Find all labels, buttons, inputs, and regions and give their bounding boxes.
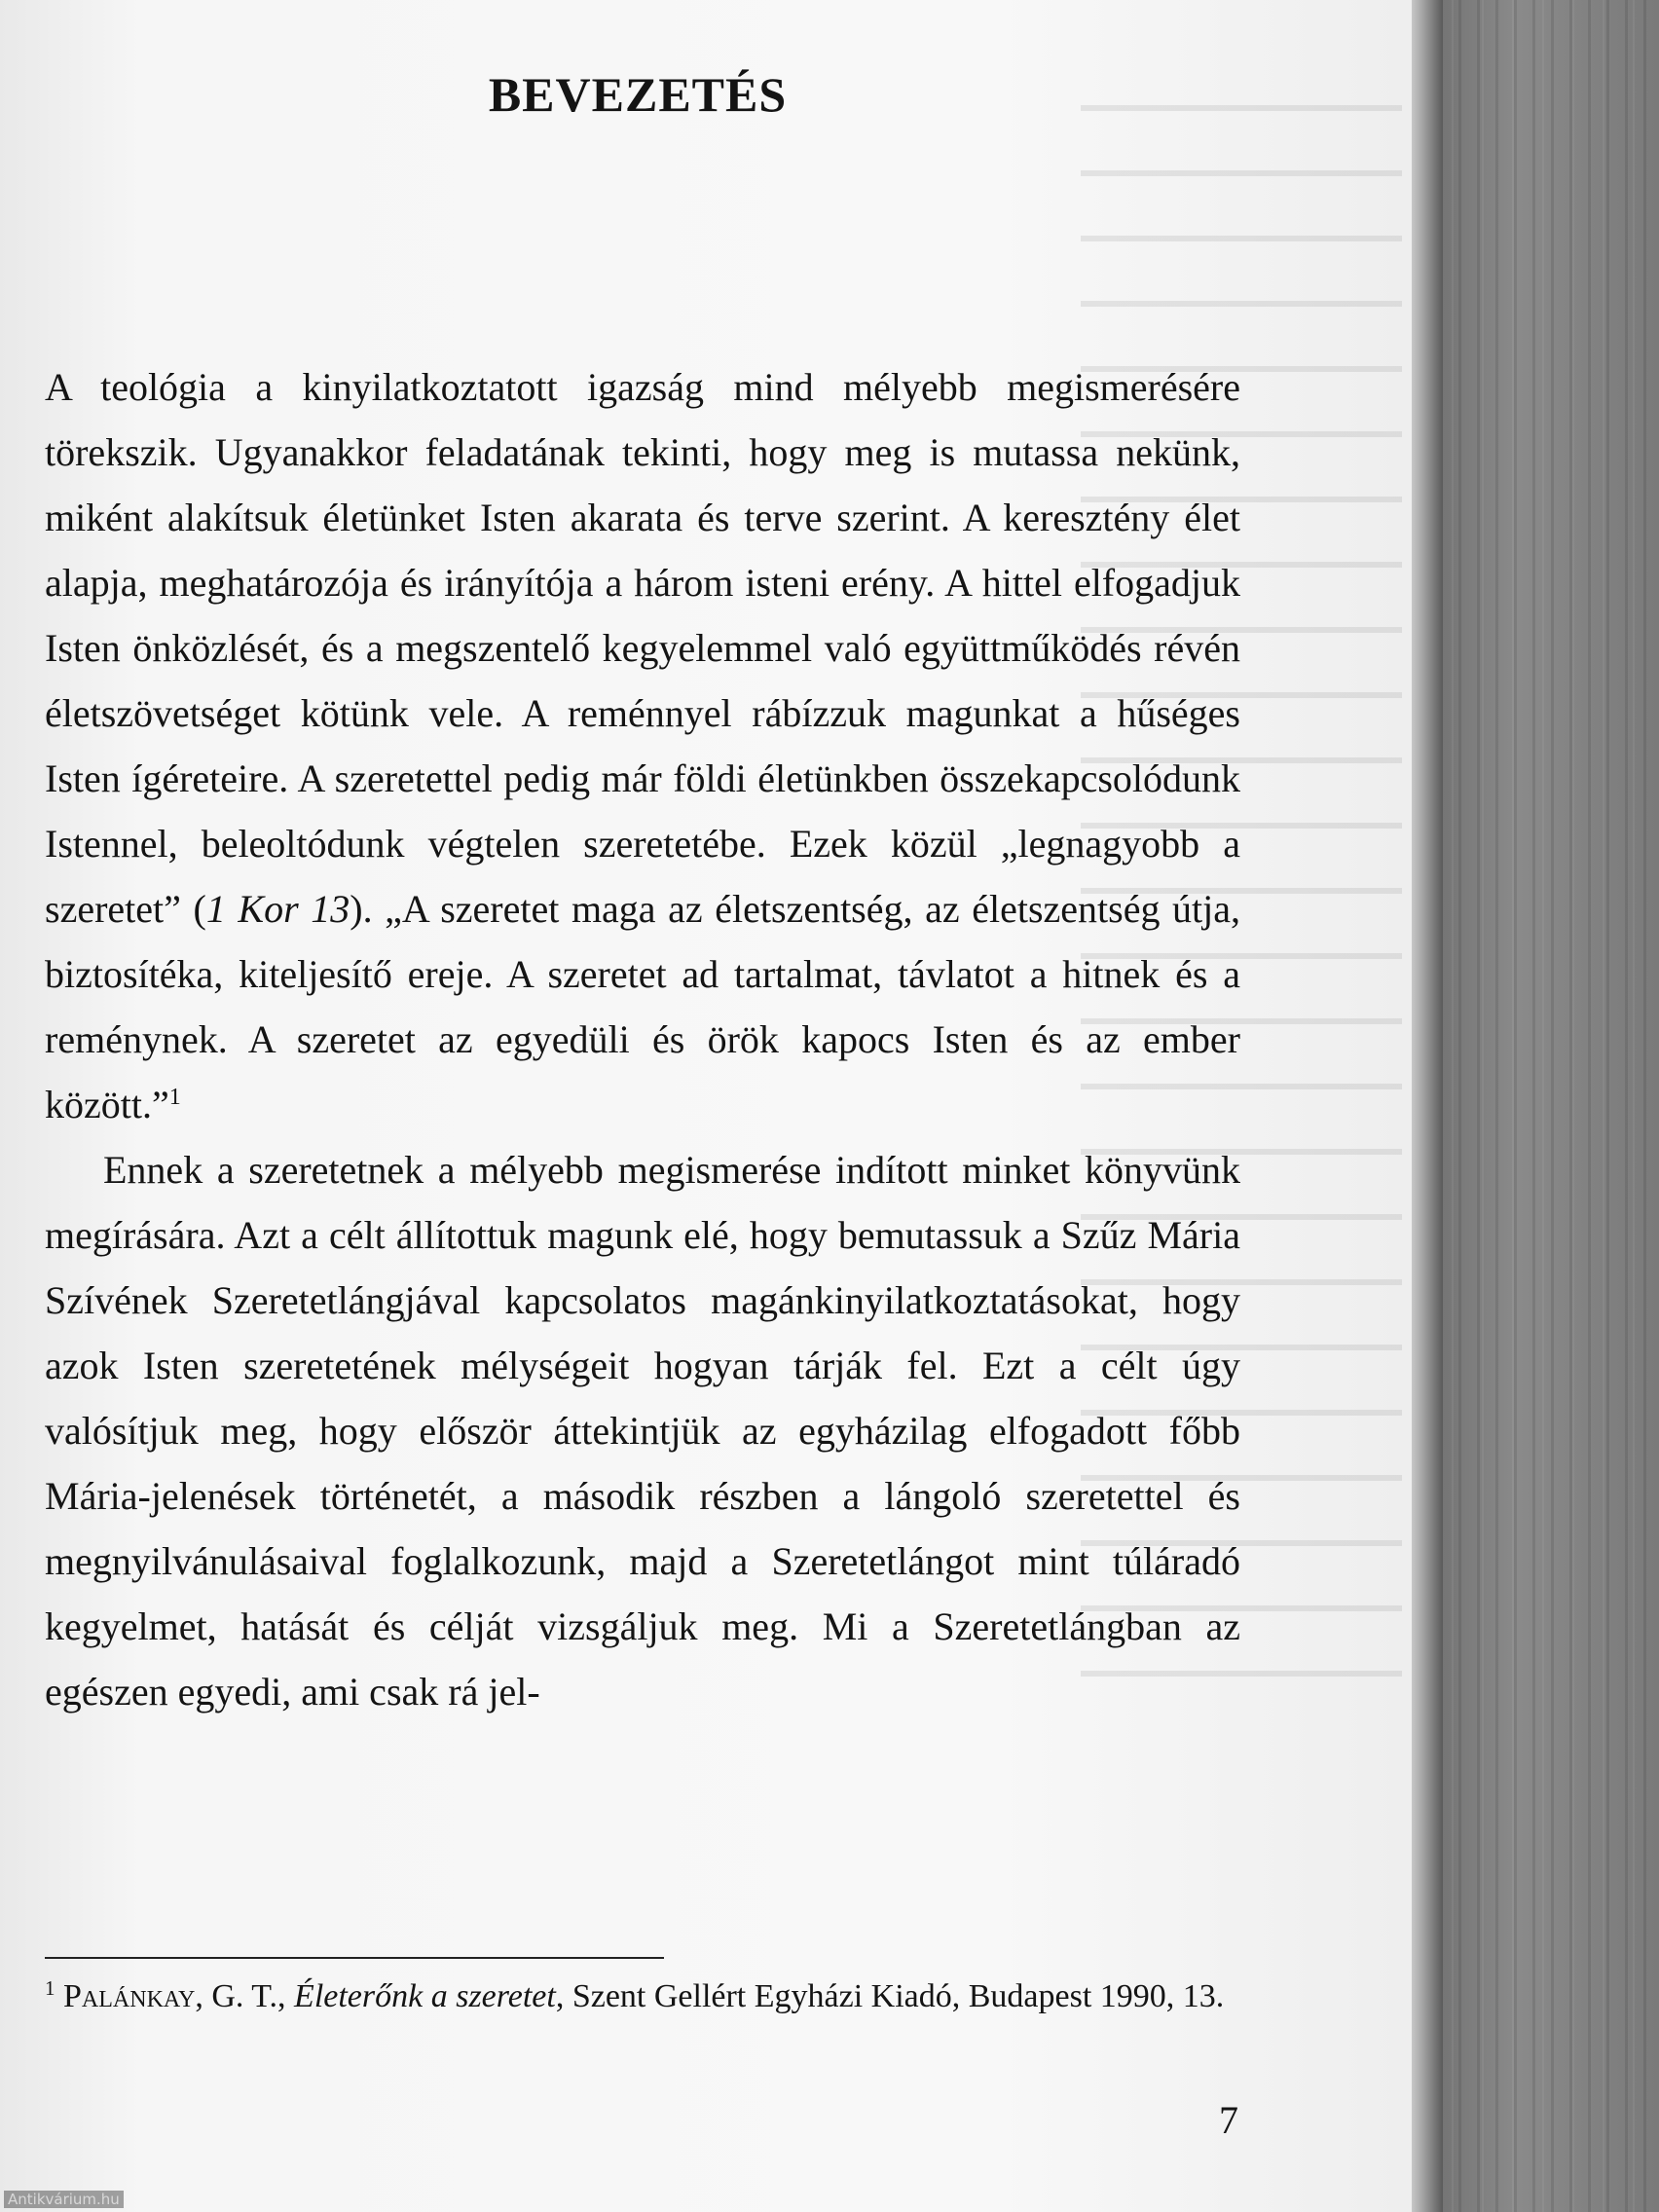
page-title: BEVEZETÉS [488,67,788,122]
watermark: Antikvárium.hu [4,2191,124,2208]
bible-citation: 1 Kor 13 [205,887,350,931]
footnote-reference[interactable]: 1 [168,1085,181,1110]
footnote-publication: , Szent Gellért Egyházi Kiadó, Budapest 1990, 13. [555,1978,1225,2014]
page-number: 7 [1219,2098,1238,2142]
paragraph-1-text-b: ). „A szeretet maga az életszentség, az életszentség útja, biztosítéka, kiteljesítő ereje. A szeretet ad tartalmat, távlatot a hitnek és a reménynek. A szeretet az egyedüli és örök kapocs Isten és az ember között.” [45,887,1241,1126]
footnote [45,1971,1240,2023]
footnote-initials: , G. T., [195,1978,295,2014]
paragraph-1 [45,354,1240,1137]
footnote-number: 1 [45,1976,55,2000]
body-text [45,354,1240,1724]
paragraph-2: Ennek a szeretetnek a mélyebb megismerése indított minket könyvünk megírására. Azt a célt állítottuk magunk elé, hogy bemutassuk a Szűz Mária Szívének Szeretetlángjával kapcsolatos magánkinyilatkoztatásokat, hogy azok Isten szeretetének mélységeit hogyan tárják fel. Ezt a célt úgy valósítjuk meg, hogy először áttekintjük az egyházilag elfogadott főbb Mária-jelenések történetét, a második részben a lángoló szeretettel és megnyilvánulásaival foglalkozunk, majd a Szeretetlángot mint túláradó kegyelmet, hatását és célját vizsgáljuk meg. Mi a Szeretetlángban az egészen egyedi, ami csak rá jel- [45,1148,1240,1714]
footnote-book-title: Életerőnk a szeretet [294,1978,556,2014]
paragraph-1-text-a: A teológia a kinyilatkoztatott igazság mind mélyebb megismerésére törekszik. Ugyanakkor feladatának tekinti, hogy meg is mutassa nekünk, miként alakítsuk életünket Isten akarata és terve szerint. A keresztény élet alapja, meghatározója és irányítója a három isteni erény. A hittel elfogadjuk Isten önközlését, és a megszentelő kegyelemmel való együttműködés révén életszövetséget kötünk vele. A reménnyel rábízzuk magunkat a hűséges Isten ígéreteire. A szeretettel pedig már földi életünkben összekapcsolódunk Istennel, beleoltódunk végtelen szeretetébe. Ezek közül „legnagyobb a szeretet” ( [45,365,1240,931]
footnote-author: Palánkay [63,1978,196,2014]
footnote-divider [45,1957,664,1959]
wood-background [1421,0,1659,2212]
